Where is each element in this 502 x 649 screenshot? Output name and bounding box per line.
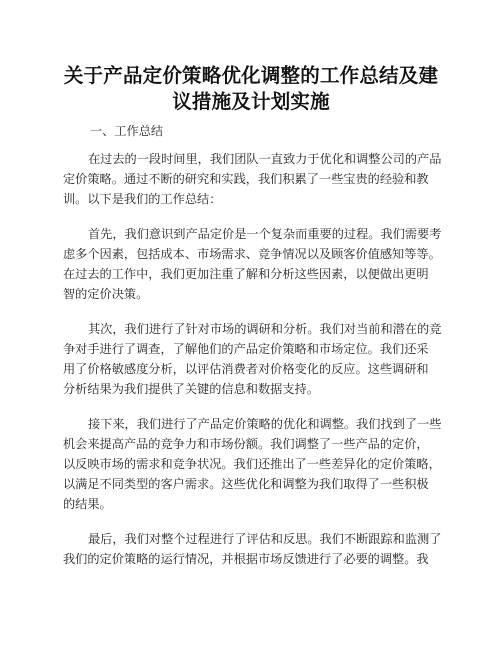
paragraph-4-line-3: 以反映市场的需求和竞争状况。我们还推出了一些差异化的定价策略，: [63, 457, 441, 471]
paragraph-4-line-5: 的结果。: [63, 497, 112, 511]
document-title-line-2: 议措施及计划实施: [172, 90, 330, 113]
paragraph-1-line-2: 定价策略。通过不断的研究和实践，我们积累了一些宝贵的经验和教: [63, 172, 429, 186]
paragraph-4-line-2: 机会来提高产品的竞争力和市场份额。我们调整了一些产品的定价，: [63, 437, 429, 451]
paragraph-4-line-4: 以满足不同类型的客户需求。这些优化和调整为我们取得了一些积极: [63, 477, 429, 491]
paragraph-3-line-2: 争对手进行了调查，了解他们的产品定价策略和市场定位。我们还采: [63, 342, 429, 356]
document-title-line-1: 关于产品定价策略优化调整的工作总结及建: [63, 64, 439, 87]
paragraph-3-line-4: 分析结果为我们提供了关键的信息和数据支持。: [63, 382, 319, 396]
paragraph-2-line-1: 首先，我们意识到产品定价是一个复杂而重要的过程。我们需要考: [88, 227, 442, 241]
paragraph-5-line-2: 我们的定价策略的运行情况，并根据市场反馈进行了必要的调整。我: [63, 552, 429, 566]
paragraph-2-line-4: 智的定价决策。: [63, 287, 149, 301]
paragraph-2-line-3: 在过去的工作中，我们更加注重了解和分析这些因素，以便做出更明: [63, 267, 429, 281]
section-heading: 一、工作总结: [90, 124, 164, 138]
paragraph-5-line-1: 最后，我们对整个过程进行了评估和反思。我们不断跟踪和监测了: [88, 532, 442, 546]
paragraph-1-line-3: 训。以下是我们的工作总结：: [63, 192, 222, 206]
paragraph-3-line-1: 其次，我们进行了针对市场的调研和分析。我们对当前和潜在的竞: [88, 322, 442, 336]
paragraph-3-line-3: 用了价格敏感度分析，以评估消费者对价格变化的反应。这些调研和: [63, 362, 429, 376]
paragraph-1-line-1: 在过去的一段时间里，我们团队一直致力于优化和调整公司的产品: [88, 152, 442, 166]
paragraph-2-line-2: 虑多个因素，包括成本、市场需求、竞争情况以及顾客价值感知等等。: [63, 247, 441, 261]
paragraph-4-line-1: 接下来，我们进行了产品定价策略的优化和调整。我们找到了一些: [88, 417, 442, 431]
